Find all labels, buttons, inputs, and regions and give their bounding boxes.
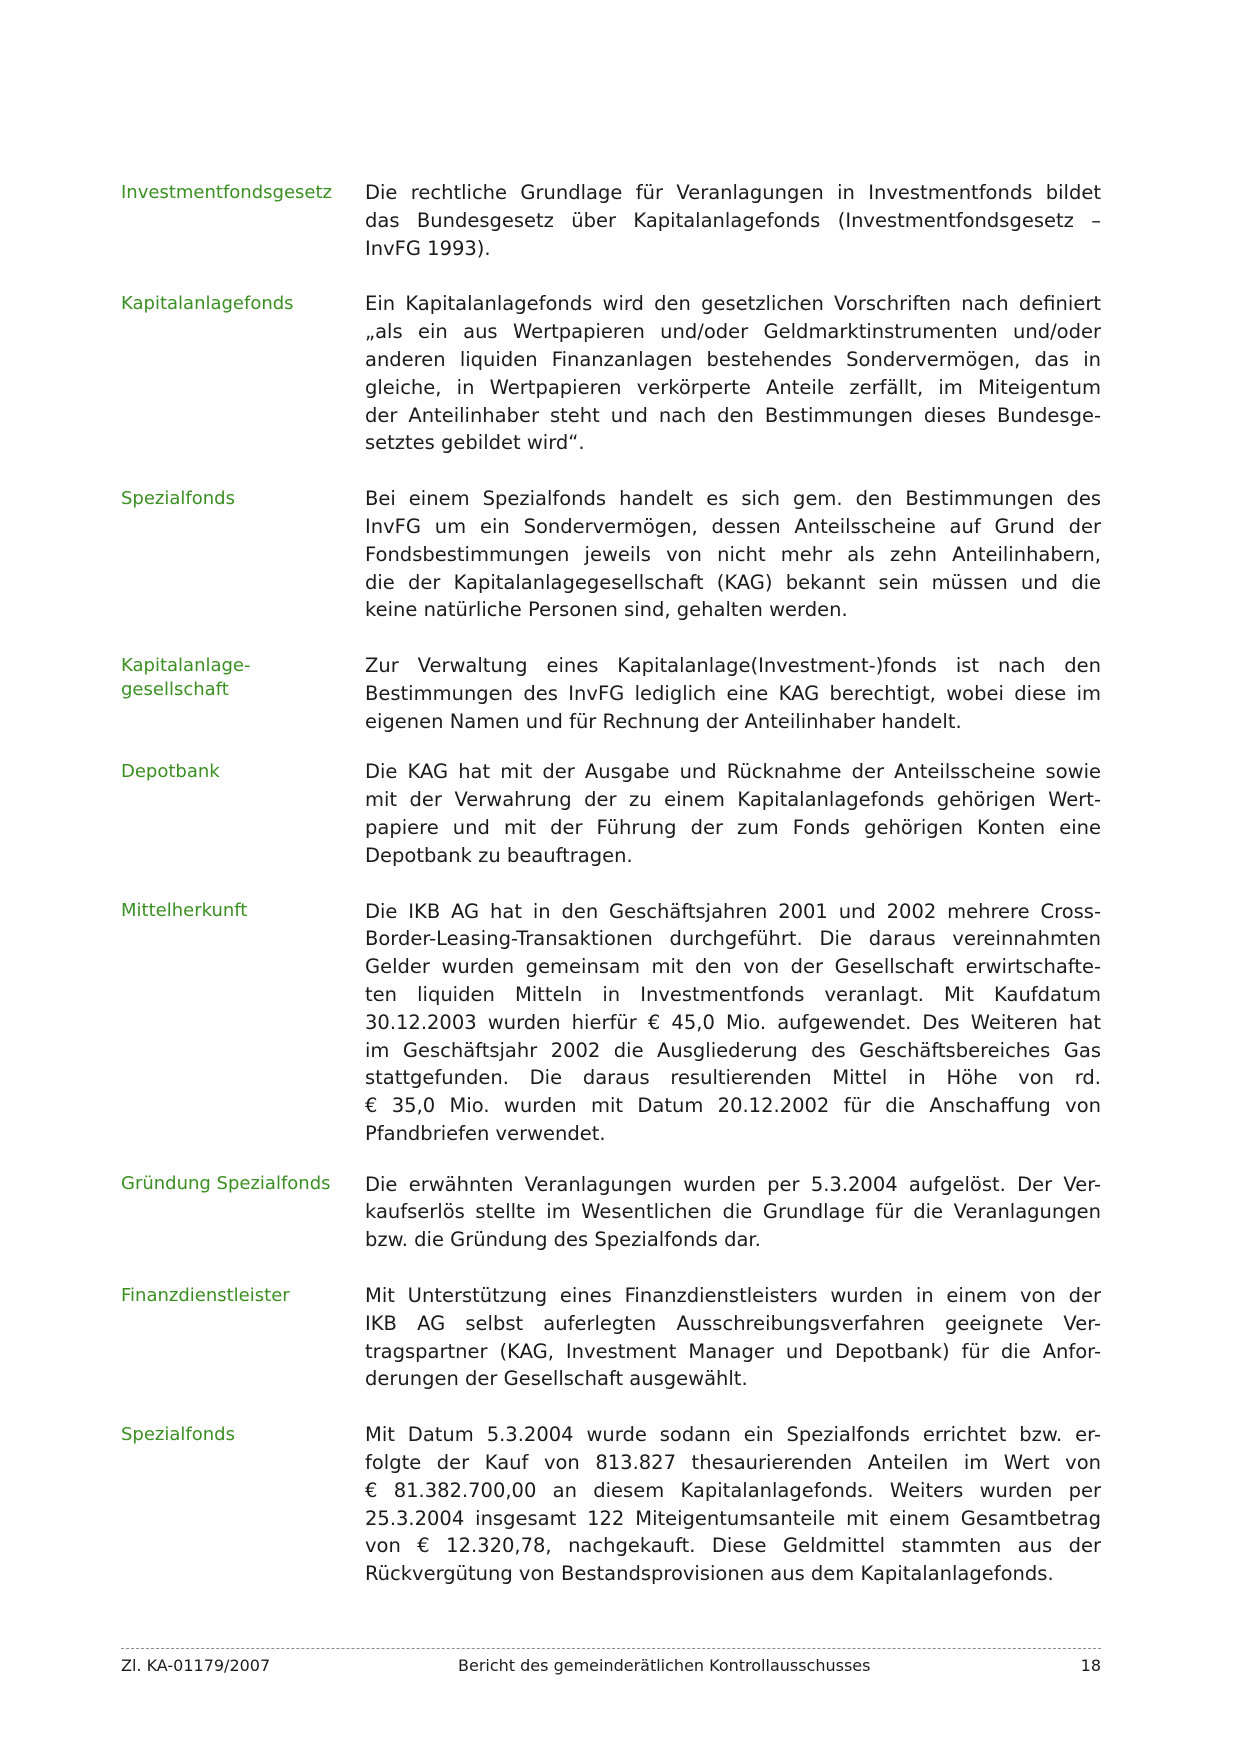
margin-label <box>121 485 365 624</box>
entry-kapitalanlagegesellschaft <box>121 652 1101 735</box>
body-text-line: Fondsbestimmungen jeweils von nicht mehr als zehn Anteilinhabern, <box>365 542 1101 566</box>
footer-divider <box>121 1648 1101 1649</box>
body-text-line: Mit Datum 5.3.2004 wurde sodann ein Spezialfonds errichtet bzw. er- <box>365 1423 1101 1447</box>
body-text-line: setztes gebildet wird“. <box>365 431 585 455</box>
body-text-line: keine natürliche Personen sind, gehalten werden. <box>365 598 848 622</box>
entry-body <box>365 652 1101 735</box>
margin-label <box>121 652 365 735</box>
body-text-line: folgte der Kauf von 813.827 thesaurierenden Anteilen im Wert von <box>365 1451 1101 1475</box>
body-text-line: gleiche, in Wertpapieren verkörperte Anteile zerfällt, im Miteigentum <box>365 375 1101 399</box>
entry-finanzdienstleister <box>121 1282 1101 1393</box>
body-text-line: € 81.382.700,00 an diesem Kapitalanlagefonds. Weiters wurden per <box>365 1478 1101 1502</box>
margin-label-line: Investmentfondsgesetz <box>121 181 332 203</box>
entry-body <box>365 290 1101 457</box>
margin-label <box>121 898 365 1148</box>
body-text-line: tragspartner (KAG, Investment Manager und Depotbank) für die Anfor- <box>365 1339 1101 1363</box>
body-text-line: kaufserlös stellte im Wesentlichen die Grundlage für die Veranlagungen <box>365 1200 1101 1224</box>
entry-depotbank <box>121 758 1101 869</box>
body-text-line: Mit Unterstützung eines Finanzdienstleisters wurden in einem von der <box>365 1284 1101 1308</box>
margin-label-line: Spezialfonds <box>121 1423 235 1445</box>
entry-spezialfonds-2 <box>121 1421 1101 1588</box>
body-text-line: IKB AG selbst auferlegten Ausschreibungsverfahren geeignete Ver- <box>365 1311 1101 1335</box>
entry-mittelherkunft <box>121 898 1101 1148</box>
body-text-line: Rückvergütung von Bestandsprovisionen aus dem Kapitalanlagefonds. <box>365 1562 1054 1586</box>
margin-label-line: Depotbank <box>121 760 220 782</box>
body-text-line: Gelder wurden gemeinsam mit den von der Gesellschaft erwirtschafte- <box>365 955 1101 979</box>
entry-body <box>365 1421 1101 1588</box>
body-text-line: Die erwähnten Veranlagungen wurden per 5.3.2004 aufgelöst. Der Ver- <box>365 1172 1101 1196</box>
body-text-line: Zur Verwaltung eines Kapitalanlage(Investment-)fonds ist nach den <box>365 654 1101 678</box>
footer-reference: Zl. KA-01179/2007 <box>121 1656 271 1675</box>
body-text-line: eigenen Namen und für Rechnung der Anteilinhaber handelt. <box>365 709 962 733</box>
margin-label <box>121 1171 365 1254</box>
body-text-line: von € 12.320,78, nachgekauft. Diese Geldmittel stammten aus der <box>365 1534 1101 1558</box>
margin-label <box>121 1421 365 1588</box>
body-text-line: Depotbank zu beauftragen. <box>365 843 633 867</box>
body-text-line: im Geschäftsjahr 2002 die Ausgliederung des Geschäftsbereiches Gas <box>365 1038 1101 1062</box>
body-text-line: mit der Verwahrung der zu einem Kapitalanlagefonds gehörigen Wert- <box>365 788 1101 812</box>
body-text-line: Die IKB AG hat in den Geschäftsjahren 2001 und 2002 mehrere Cross- <box>365 899 1101 923</box>
entry-body <box>365 485 1101 624</box>
entry-body <box>365 758 1101 869</box>
page-number: 18 <box>1080 1656 1101 1675</box>
entry-kapitalanlagefonds <box>121 290 1101 457</box>
margin-label-line: Spezialfonds <box>121 487 235 509</box>
margin-label <box>121 290 365 457</box>
body-text-line: Pfandbriefen verwendet. <box>365 1122 606 1145</box>
margin-label-line: Mittelherkunft <box>121 900 248 922</box>
entry-investmentfondsgesetz <box>121 179 1101 262</box>
body-text-line: 30.12.2003 wurden hierfür € 45,0 Mio. aufgewendet. Des Weiteren hat <box>365 1010 1101 1034</box>
body-text-line: Bei einem Spezialfonds handelt es sich gem. den Bestimmungen des <box>365 487 1101 511</box>
body-text-line: € 35,0 Mio. wurden mit Datum 20.12.2002 für die Anschaffung von <box>365 1094 1101 1118</box>
body-text-line: Border-Leasing-Transaktionen durchgeführt. Die daraus vereinnahmten <box>365 927 1101 951</box>
entry-body <box>365 1171 1101 1254</box>
body-text-line: ten liquiden Mitteln in Investmentfonds veranlagt. Mit Kaufdatum <box>365 983 1101 1007</box>
margin-label-line: gesellschaft <box>121 679 229 701</box>
entry-body <box>365 179 1101 262</box>
body-text-line: „als ein aus Wertpapieren und/oder Geldmarktinstrumenten und/oder <box>365 320 1101 344</box>
margin-label-line: Kapitalanlage- <box>121 654 251 676</box>
body-text-line: Die KAG hat mit der Ausgabe und Rücknahme der Anteilsscheine sowie <box>365 760 1101 784</box>
footer-title: Bericht des gemeinderätlichen Kontrollausschusses <box>458 1656 871 1675</box>
margin-label-line: Gründung Spezialfonds <box>121 1173 331 1195</box>
entry-gruendung-spezialfonds <box>121 1171 1101 1254</box>
body-text-line: der Anteilinhaber steht und nach den Bestimmungen dieses Bundesge- <box>365 403 1101 427</box>
body-text-line: Ein Kapitalanlagefonds wird den gesetzlichen Vorschriften nach definiert <box>365 292 1101 316</box>
entry-body <box>365 1282 1101 1393</box>
margin-label <box>121 758 365 869</box>
body-text-line: Die rechtliche Grundlage für Veranlagungen in Investmentfonds bildet <box>365 181 1101 204</box>
margin-label <box>121 179 365 262</box>
body-text-line: papiere und mit der Führung der zum Fonds gehörigen Konten eine <box>365 816 1101 840</box>
entry-spezialfonds <box>121 485 1101 624</box>
body-text-line: InvFG um ein Sondervermögen, dessen Anteilsscheine auf Grund der <box>365 514 1101 538</box>
body-text-line: derungen der Gesellschaft ausgewählt. <box>365 1367 748 1391</box>
margin-label-line: Kapitalanlagefonds <box>121 292 294 314</box>
entry-body <box>365 898 1101 1148</box>
body-text-line: 25.3.2004 insgesamt 122 Miteigentumsanteile mit einem Gesamtbetrag <box>365 1506 1101 1530</box>
body-text-line: stattgefunden. Die daraus resultierenden Mittel in Höhe von rd. <box>365 1066 1101 1090</box>
body-text-line: das Bundesgesetz über Kapitalanlagefonds (Investmentfondsgesetz – <box>365 208 1101 232</box>
document-content <box>121 179 1101 1588</box>
margin-label <box>121 1282 365 1393</box>
margin-label-line: Finanzdienstleister <box>121 1284 290 1306</box>
body-text-line: Bestimmungen des InvFG lediglich eine KAG berechtigt, wobei diese im <box>365 681 1101 705</box>
body-text-line: bzw. die Gründung des Spezialfonds dar. <box>365 1228 761 1252</box>
body-text-line: InvFG 1993). <box>365 236 491 260</box>
body-text-line: die der Kapitalanlagegesellschaft (KAG) bekannt sein müssen und die <box>365 570 1101 594</box>
body-text-line: anderen liquiden Finanzanlagen bestehendes Sondervermögen, das in <box>365 347 1101 371</box>
